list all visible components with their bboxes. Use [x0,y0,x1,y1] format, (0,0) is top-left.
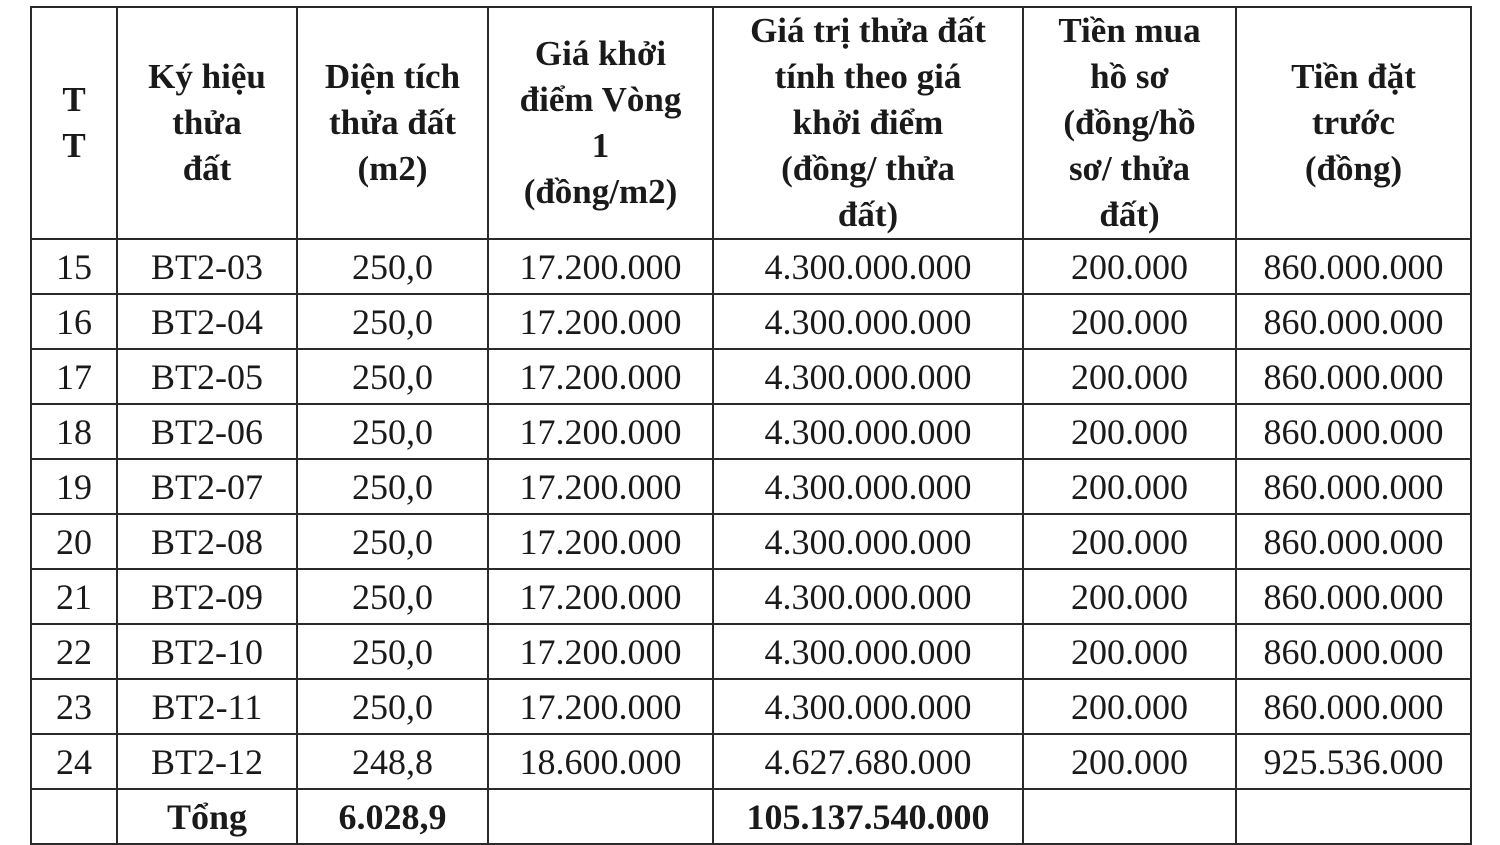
cell-index: 17 [31,349,117,404]
cell-plot-code: BT2-12 [117,734,297,789]
cell-plot-value: 4.300.000.000 [713,294,1023,349]
cell-plot-code: BT2-04 [117,294,297,349]
cell-dossier-fee: 200.000 [1023,459,1236,514]
cell-plot-value: 4.300.000.000 [713,459,1023,514]
cell-plot-code: BT2-05 [117,349,297,404]
header-line: 1 [591,126,610,165]
header-plot-value [713,7,1023,239]
table-row [31,239,1471,294]
cell-dossier-fee: 200.000 [1023,569,1236,624]
land-plot-table [30,6,1472,845]
cell-area: 250,0 [297,624,488,679]
cell-plot-code: BT2-06 [117,404,297,459]
table-row [31,514,1471,569]
cell-deposit: 860.000.000 [1236,624,1471,679]
table-row [31,624,1471,679]
cell-deposit: 860.000.000 [1236,679,1471,734]
cell-index: 20 [31,514,117,569]
header-line: Diện tích [324,57,461,96]
cell-plot-value: 4.627.680.000 [713,734,1023,789]
header-line: hồ sơ [1090,57,1169,96]
cell-dossier-fee: 200.000 [1023,734,1236,789]
total-label: Tổng [117,789,297,844]
cell-plot-code: BT2-03 [117,239,297,294]
cell-starting-price: 18.600.000 [488,734,713,789]
table-row [31,404,1471,459]
cell-starting-price: 17.200.000 [488,514,713,569]
cell-dossier-fee: 200.000 [1023,294,1236,349]
cell-index: 24 [31,734,117,789]
cell-starting-price: 17.200.000 [488,294,713,349]
cell-area: 250,0 [297,294,488,349]
cell-plot-value: 4.300.000.000 [713,349,1023,404]
table-row [31,294,1471,349]
cell-plot-code: BT2-10 [117,624,297,679]
cell-area: 250,0 [297,349,488,404]
header-line: (m2) [357,149,428,188]
header-starting-price [488,7,713,239]
table-row [31,569,1471,624]
cell-dossier-fee: 200.000 [1023,239,1236,294]
table-row [31,734,1471,789]
cell-area: 248,8 [297,734,488,789]
cell-starting-price: 17.200.000 [488,459,713,514]
header-line: (đồng) [1304,149,1403,188]
cell-deposit: 860.000.000 [1236,404,1471,459]
cell-plot-value: 4.300.000.000 [713,624,1023,679]
cell-deposit: 925.536.000 [1236,734,1471,789]
header-line: thửa đất [329,103,456,142]
cell-area: 250,0 [297,679,488,734]
cell-index: 19 [31,459,117,514]
header-line: sơ/ thửa [1068,149,1191,188]
header-line: T [62,80,86,119]
header-line: điểm Vòng [519,80,682,119]
cell-index: 16 [31,294,117,349]
header-line: (đồng/ thửa [781,149,955,188]
cell-index: 23 [31,679,117,734]
cell-index: 18 [31,404,117,459]
cell-deposit: 860.000.000 [1236,569,1471,624]
cell-plot-code: BT2-11 [117,679,297,734]
header-line: Giá trị thửa đất [750,11,986,50]
header-line: trước [1311,103,1396,142]
total-plot-value: 105.137.540.000 [713,789,1023,844]
header-line: tính theo giá [774,57,962,96]
cell-starting-price: 17.200.000 [488,349,713,404]
header-dossier-fee [1023,7,1236,239]
total-starting-price [488,789,713,844]
table-header-row [31,7,1471,239]
cell-area: 250,0 [297,514,488,569]
header-area [297,7,488,239]
cell-dossier-fee: 200.000 [1023,349,1236,404]
cell-area: 250,0 [297,569,488,624]
total-dossier-fee [1023,789,1236,844]
header-index [31,7,117,239]
cell-plot-code: BT2-08 [117,514,297,569]
cell-deposit: 860.000.000 [1236,514,1471,569]
total-row [31,789,1471,844]
header-line: Giá khởi [534,34,667,73]
header-line: Tiền mua [1058,11,1201,50]
header-line: khởi điểm [792,103,944,142]
cell-dossier-fee: 200.000 [1023,404,1236,459]
header-line: (đồng/hồ [1063,103,1196,142]
cell-deposit: 860.000.000 [1236,294,1471,349]
cell-plot-value: 4.300.000.000 [713,569,1023,624]
cell-area: 250,0 [297,459,488,514]
cell-starting-price: 17.200.000 [488,404,713,459]
cell-deposit: 860.000.000 [1236,239,1471,294]
total-deposit [1236,789,1471,844]
header-line: đất) [837,195,899,234]
header-line: Tiền đặt [1291,57,1416,96]
header-line: thửa [172,103,242,142]
table-row [31,459,1471,514]
cell-dossier-fee: 200.000 [1023,679,1236,734]
header-line: đất [182,149,232,188]
cell-area: 250,0 [297,404,488,459]
header-line: Ký hiệu [148,57,266,96]
header-line: đất) [1099,195,1160,234]
land-plot-table-container [30,6,1470,845]
cell-plot-code: BT2-07 [117,459,297,514]
cell-starting-price: 17.200.000 [488,679,713,734]
cell-plot-value: 4.300.000.000 [713,404,1023,459]
cell-deposit: 860.000.000 [1236,459,1471,514]
total-area: 6.028,9 [297,789,488,844]
cell-dossier-fee: 200.000 [1023,624,1236,679]
table-row [31,679,1471,734]
cell-starting-price: 17.200.000 [488,624,713,679]
header-line: T [62,126,86,165]
cell-starting-price: 17.200.000 [488,239,713,294]
cell-index: 15 [31,239,117,294]
header-plot-code [117,7,297,239]
cell-area: 250,0 [297,239,488,294]
cell-index: 22 [31,624,117,679]
cell-index: 21 [31,569,117,624]
cell-dossier-fee: 200.000 [1023,514,1236,569]
header-line: (đồng/m2) [523,172,678,211]
cell-plot-value: 4.300.000.000 [713,514,1023,569]
cell-starting-price: 17.200.000 [488,569,713,624]
table-row [31,349,1471,404]
header-deposit [1236,7,1471,239]
cell-deposit: 860.000.000 [1236,349,1471,404]
table-body [31,239,1471,844]
cell-plot-value: 4.300.000.000 [713,679,1023,734]
cell-plot-code: BT2-09 [117,569,297,624]
cell-plot-value: 4.300.000.000 [713,239,1023,294]
total-index [31,789,117,844]
